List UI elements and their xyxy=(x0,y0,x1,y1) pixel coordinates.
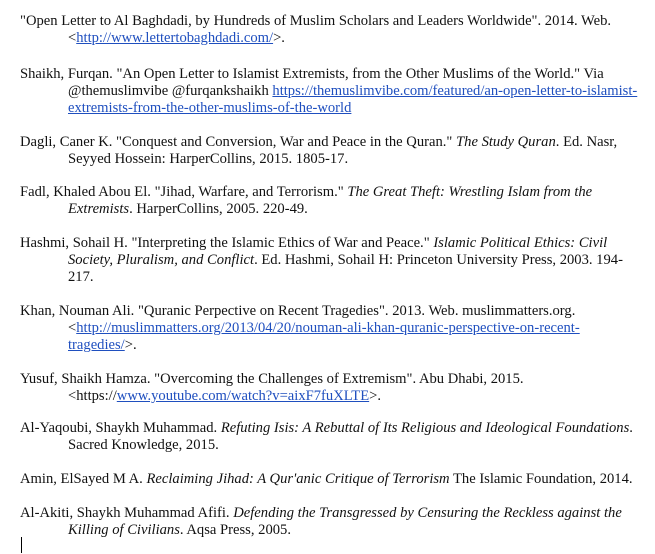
citation-text: Hashmi, Sohail H. "Interpreting the Islamic Ethics of War and Peace." xyxy=(20,235,434,251)
citation-text: Shaikh, Furqan. "An Open Letter to Islamist Extremists, from the Other Muslims of the World." Via @themuslimvibe @furqankshaikh xyxy=(20,66,604,99)
citation-text-end: The Islamic Foundation, 2014. xyxy=(449,471,633,487)
citation-4 xyxy=(20,184,642,218)
citation-text: Dagli, Caner K. "Conquest and Conversion, War and Peace in the Quran." xyxy=(20,134,457,150)
citation-text: Khan, Nouman Ali. "Quranic Perpective on Recent Tragedies". 2013. Web. muslimmatters.org. < xyxy=(20,303,576,336)
citation-text-end: >. xyxy=(369,388,382,404)
text-cursor xyxy=(21,537,22,553)
citation-text: Al-Yaqoubi, Shaykh Muhammad. xyxy=(20,420,221,436)
citation-link[interactable]: http://www.lettertobaghdadi.com/ xyxy=(76,30,274,46)
citation-title: The Study Quran xyxy=(456,134,556,150)
citation-link[interactable]: www.youtube.com/watch?v=aixF7fuXLTE xyxy=(116,388,370,404)
citation-9 xyxy=(20,471,642,488)
citation-text: Amin, ElSayed M A. xyxy=(20,471,147,487)
citation-text: Al-Akiti, Shaykh Muhammad Afifi. xyxy=(20,505,234,521)
citation-10 xyxy=(20,505,642,539)
citation-link[interactable]: http://muslimmatters.org/2013/04/20/nouman-ali-khan-quranic-perspective-on-recent-tragedies/ xyxy=(68,320,580,353)
citation-title: Islamic Political Ethics: Civil Society, Pluralism, and Conflict xyxy=(68,235,608,268)
citation-text-end: . Ed. Hashmi, Sohail H: Princeton University Press, 2003. 194-217. xyxy=(68,252,623,285)
citation-6 xyxy=(20,303,642,354)
citation-2 xyxy=(20,66,642,117)
citation-title: The Great Theft: Wrestling Islam from the Extremists xyxy=(68,184,593,217)
citation-text-end: . HarperCollins, 2005. 220-49. xyxy=(129,201,308,217)
citation-text-end: . Sacred Knowledge, 2015. xyxy=(68,420,633,453)
citation-text: "Open Letter to Al Baghdadi, by Hundreds of Muslim Scholars and Leaders Worldwide". 2014. Web. < xyxy=(20,13,612,46)
citation-text-end: . Ed. Nasr, Seyyed Hossein: HarperCollins, 2015. 1805-17. xyxy=(68,134,618,167)
citation-title: Defending the Transgressed by Censuring the Reckless against the Killing of Civilians xyxy=(68,505,622,538)
citation-text-end: >. xyxy=(124,337,137,353)
citation-text: Yusuf, Shaikh Hamza. "Overcoming the Challenges of Extremism". Abu Dhabi, 2015. <https:// xyxy=(20,371,524,404)
citation-text: Fadl, Khaled Abou El. "Jihad, Warfare, and Terrorism." xyxy=(20,184,348,200)
citation-7 xyxy=(20,371,642,405)
citation-link[interactable]: https://themuslimvibe.com/featured/an-open-letter-to-islamist-extremists-from-the-other-muslims-of-the-world xyxy=(68,83,638,116)
citation-title: Refuting Isis: A Rebuttal of Its Religious and Ideological Foundations xyxy=(220,420,630,436)
citation-1 xyxy=(20,13,642,47)
citation-title: Reclaiming Jihad: A Qur'anic Critique of Terrorism xyxy=(146,471,450,487)
citation-text-end: . Aqsa Press, 2005. xyxy=(179,522,291,538)
citation-8 xyxy=(20,420,642,454)
citation-5 xyxy=(20,235,642,286)
citation-3 xyxy=(20,134,642,168)
citation-text-end: >. xyxy=(273,30,285,46)
